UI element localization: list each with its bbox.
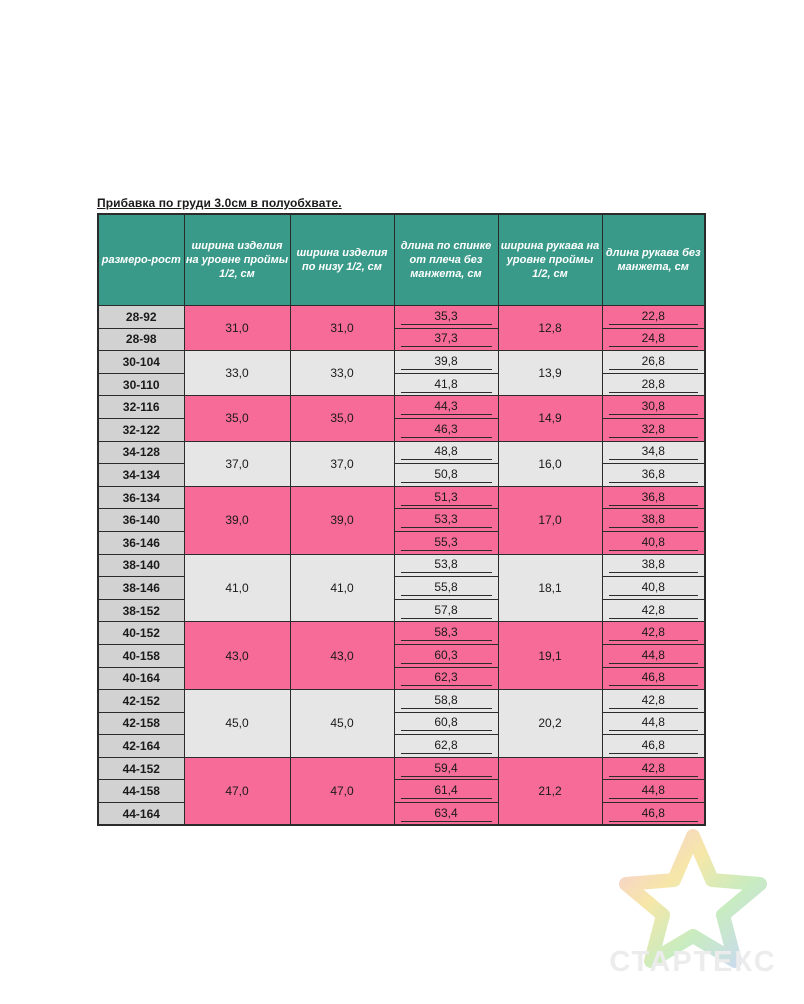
back-length-value-cell [394,554,498,577]
sleeve-length-value: 36,8 [609,490,699,506]
sleeve-length-value: 42,8 [609,761,699,777]
sleeve-length-value-cell [602,757,705,780]
back-length-value-cell [394,373,498,396]
chest-width-value: 39,0 [184,486,290,554]
back-length-value: 60,8 [401,715,492,731]
sleeve-length-value: 42,8 [609,693,699,709]
sleeve-width-value: 19,1 [498,622,602,690]
hem-width-value: 33,0 [290,351,394,396]
table-row [98,486,705,509]
sleeve-length-value-cell [602,712,705,735]
size-value: 38-146 [98,577,184,600]
sleeve-length-value-cell [602,577,705,600]
back-length-value: 55,3 [401,535,492,551]
back-length-value: 58,3 [401,625,492,641]
size-value: 40-158 [98,644,184,667]
sleeve-length-value-cell [602,599,705,622]
sleeve-length-value-cell [602,780,705,803]
back-length-value-cell [394,690,498,713]
size-value: 38-152 [98,599,184,622]
sleeve-length-value: 44,8 [609,715,699,731]
header-row [98,214,705,306]
hem-width-value: 47,0 [290,757,394,825]
back-length-value: 63,4 [401,806,492,822]
hem-width-value: 39,0 [290,486,394,554]
sleeve-length-value-cell [602,328,705,351]
back-length-value-cell [394,509,498,532]
sleeve-length-value-cell [602,690,705,713]
back-length-value: 51,3 [401,490,492,506]
size-value: 34-128 [98,441,184,464]
sleeve-length-value: 30,8 [609,399,699,415]
sleeve-width-value: 16,0 [498,441,602,486]
header-hem-width: ширина изделия по низу 1/2, см [290,214,394,306]
size-value: 38-140 [98,554,184,577]
size-value: 36-134 [98,486,184,509]
sleeve-length-value: 34,8 [609,444,699,460]
back-length-value: 60,3 [401,648,492,664]
back-length-value-cell [394,531,498,554]
size-value: 28-92 [98,306,184,329]
sleeve-length-value-cell [602,803,705,826]
back-length-value-cell [394,644,498,667]
hem-width-value: 41,0 [290,554,394,622]
sleeve-width-value: 21,2 [498,757,602,825]
table-body [98,306,705,826]
size-value: 40-152 [98,622,184,645]
size-value: 36-140 [98,509,184,532]
size-value: 30-104 [98,351,184,374]
table-row [98,441,705,464]
hem-width-value: 35,0 [290,396,394,441]
back-length-value-cell [394,780,498,803]
table-row [98,351,705,374]
sleeve-length-value: 46,8 [609,806,699,822]
sleeve-length-value-cell [602,486,705,509]
back-length-value-cell [394,599,498,622]
sleeve-width-value: 13,9 [498,351,602,396]
header-sleeve-length: длина рукава без манжета, см [602,214,705,306]
size-value: 30-110 [98,373,184,396]
sleeve-length-value: 40,8 [609,535,699,551]
chest-width-value: 41,0 [184,554,290,622]
sleeve-width-value: 17,0 [498,486,602,554]
sleeve-length-value: 38,8 [609,557,699,573]
size-value: 44-152 [98,757,184,780]
back-length-value-cell [394,306,498,329]
hem-width-value: 37,0 [290,441,394,486]
header-chest-width: ширина изделия на уровне проймы 1/2, см [184,214,290,306]
back-length-value-cell [394,396,498,419]
sleeve-length-value: 28,8 [609,377,699,393]
sleeve-width-value: 14,9 [498,396,602,441]
table-caption: Прибавка по груди 3.0см в полуобхвате. [97,196,342,210]
sleeve-length-value-cell [602,554,705,577]
watermark-text: СТАРТЕКС [609,946,777,978]
size-value: 32-116 [98,396,184,419]
back-length-value: 46,3 [401,422,492,438]
back-length-value: 62,3 [401,670,492,686]
sleeve-length-value-cell [602,622,705,645]
hem-width-value: 31,0 [290,306,394,351]
back-length-value: 57,8 [401,603,492,619]
sleeve-length-value-cell [602,418,705,441]
back-length-value-cell [394,418,498,441]
sleeve-length-value-cell [602,373,705,396]
hem-width-value: 43,0 [290,622,394,690]
sleeve-length-value-cell [602,351,705,374]
back-length-value-cell [394,577,498,600]
sleeve-length-value-cell [602,306,705,329]
chest-width-value: 35,0 [184,396,290,441]
sleeve-length-value: 42,8 [609,603,699,619]
sleeve-width-value: 18,1 [498,554,602,622]
sleeve-length-value: 32,8 [609,422,699,438]
sleeve-length-value-cell [602,531,705,554]
size-value: 34-134 [98,464,184,487]
sleeve-length-value-cell [602,396,705,419]
sleeve-length-value: 46,8 [609,670,699,686]
back-length-value-cell [394,351,498,374]
sleeve-length-value-cell [602,441,705,464]
chest-width-value: 33,0 [184,351,290,396]
sleeve-length-value: 24,8 [609,331,699,347]
back-length-value: 53,8 [401,557,492,573]
sleeve-length-value: 26,8 [609,354,699,370]
back-length-value: 50,8 [401,467,492,483]
back-length-value: 61,4 [401,783,492,799]
table-row [98,622,705,645]
back-length-value-cell [394,803,498,826]
sleeve-length-value: 22,8 [609,309,699,325]
size-value: 44-164 [98,803,184,826]
back-length-value-cell [394,328,498,351]
sleeve-width-value: 20,2 [498,690,602,758]
back-length-value-cell [394,667,498,690]
chest-width-value: 47,0 [184,757,290,825]
back-length-value: 58,8 [401,693,492,709]
table-row [98,757,705,780]
sleeve-length-value: 46,8 [609,738,699,754]
back-length-value: 35,3 [401,309,492,325]
size-value: 42-158 [98,712,184,735]
size-value: 40-164 [98,667,184,690]
sleeve-length-value: 44,8 [609,783,699,799]
size-value: 42-164 [98,735,184,758]
back-length-value: 55,8 [401,580,492,596]
sleeve-length-value-cell [602,667,705,690]
table-row [98,396,705,419]
back-length-value-cell [394,441,498,464]
sleeve-length-value-cell [602,509,705,532]
size-value: 36-146 [98,531,184,554]
header-size: размеро-рост [98,214,184,306]
chest-width-value: 37,0 [184,441,290,486]
sleeve-length-value: 44,8 [609,648,699,664]
size-value: 44-158 [98,780,184,803]
sleeve-length-value: 36,8 [609,467,699,483]
header-sleeve-width: ширина рукава на уровне проймы 1/2, см [498,214,602,306]
size-value: 28-98 [98,328,184,351]
chest-width-value: 31,0 [184,306,290,351]
size-table [97,213,706,826]
sleeve-length-value-cell [602,464,705,487]
sleeve-length-value: 42,8 [609,625,699,641]
table-row [98,306,705,329]
back-length-value: 62,8 [401,738,492,754]
back-length-value: 44,3 [401,399,492,415]
back-length-value: 39,8 [401,354,492,370]
table-row [98,690,705,713]
sleeve-length-value-cell [602,644,705,667]
chest-width-value: 45,0 [184,690,290,758]
back-length-value: 53,3 [401,512,492,528]
back-length-value-cell [394,735,498,758]
size-value: 42-152 [98,690,184,713]
back-length-value-cell [394,486,498,509]
size-value: 32-122 [98,418,184,441]
back-length-value-cell [394,622,498,645]
back-length-value-cell [394,757,498,780]
sleeve-length-value: 38,8 [609,512,699,528]
back-length-value: 41,8 [401,377,492,393]
chest-width-value: 43,0 [184,622,290,690]
hem-width-value: 45,0 [290,690,394,758]
header-back-length: длина по спинке от плеча без манжета, см [394,214,498,306]
back-length-value: 37,3 [401,331,492,347]
back-length-value: 59,4 [401,761,492,777]
back-length-value-cell [394,712,498,735]
sleeve-length-value-cell [602,735,705,758]
back-length-value-cell [394,464,498,487]
sleeve-length-value: 40,8 [609,580,699,596]
sleeve-width-value: 12,8 [498,306,602,351]
back-length-value: 48,8 [401,444,492,460]
table-row [98,554,705,577]
